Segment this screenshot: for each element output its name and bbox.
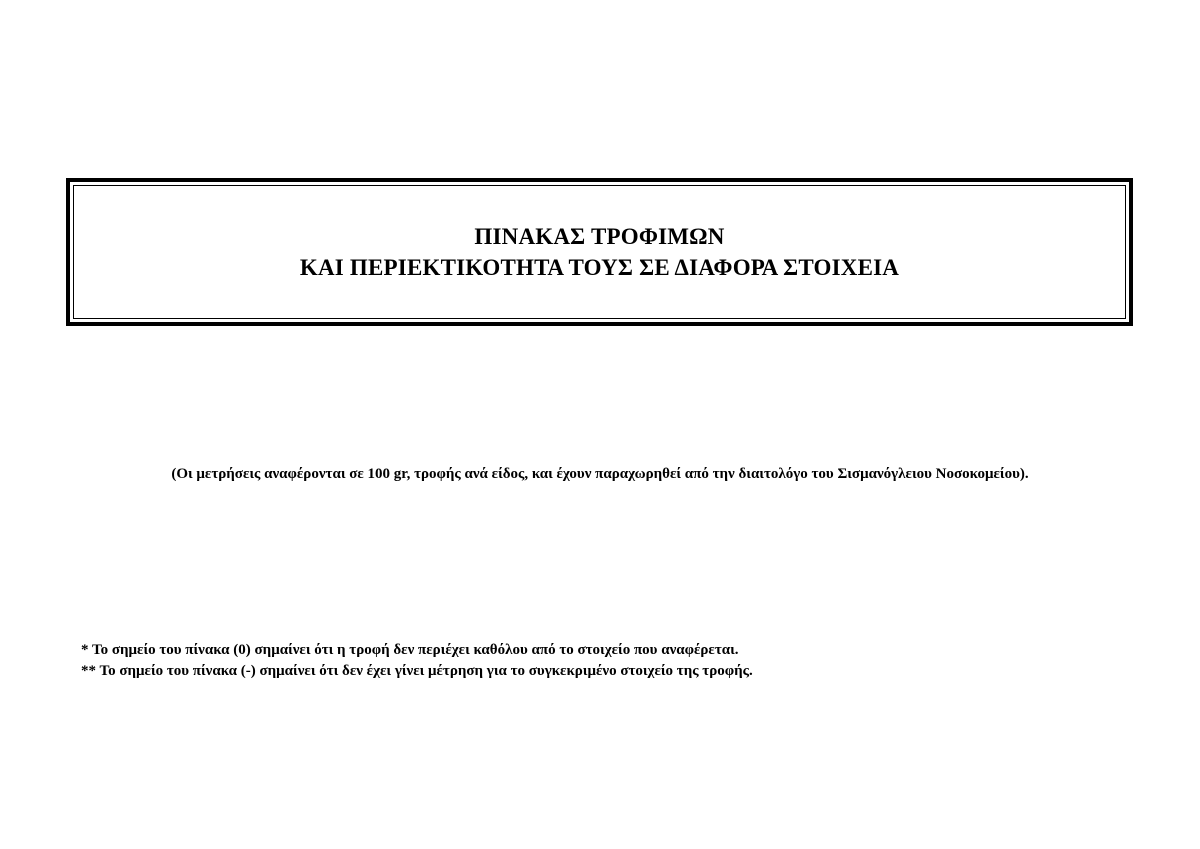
- source-note: (Οι μετρήσεις αναφέρονται σε 100 gr, τροφής ανά είδος, και έχουν παραχωρηθεί από την διαιτολόγο του Σισμανόγλειου Νοσοκομείου).: [171, 466, 1029, 482]
- title-frame-inner: [73, 185, 1126, 319]
- title-line-1: ΠΙΝΑΚΑΣ ΤΡΟΦΙΜΩΝ: [474, 224, 725, 249]
- legend: [81, 640, 753, 682]
- title-line-2: ΚΑΙ ΠΕΡΙΕΚΤΙΚΟΤΗΤΑ ΤΟΥΣ ΣΕ ΔΙΑΦΟΡΑ ΣΤΟΙΧΕΙΑ: [299, 255, 900, 280]
- legend-item-dash: ** Το σημείο του πίνακα (-) σημαίνει ότι δεν έχει γίνει μέτρηση για το συγκεκριμένο στοιχείο της τροφής.: [81, 663, 753, 679]
- title-frame: [66, 178, 1133, 326]
- legend-item-zero: * Το σημείο του πίνακα (0) σημαίνει ότι η τροφή δεν περιέχει καθόλου από το στοιχείο που αναφέρεται.: [81, 642, 739, 658]
